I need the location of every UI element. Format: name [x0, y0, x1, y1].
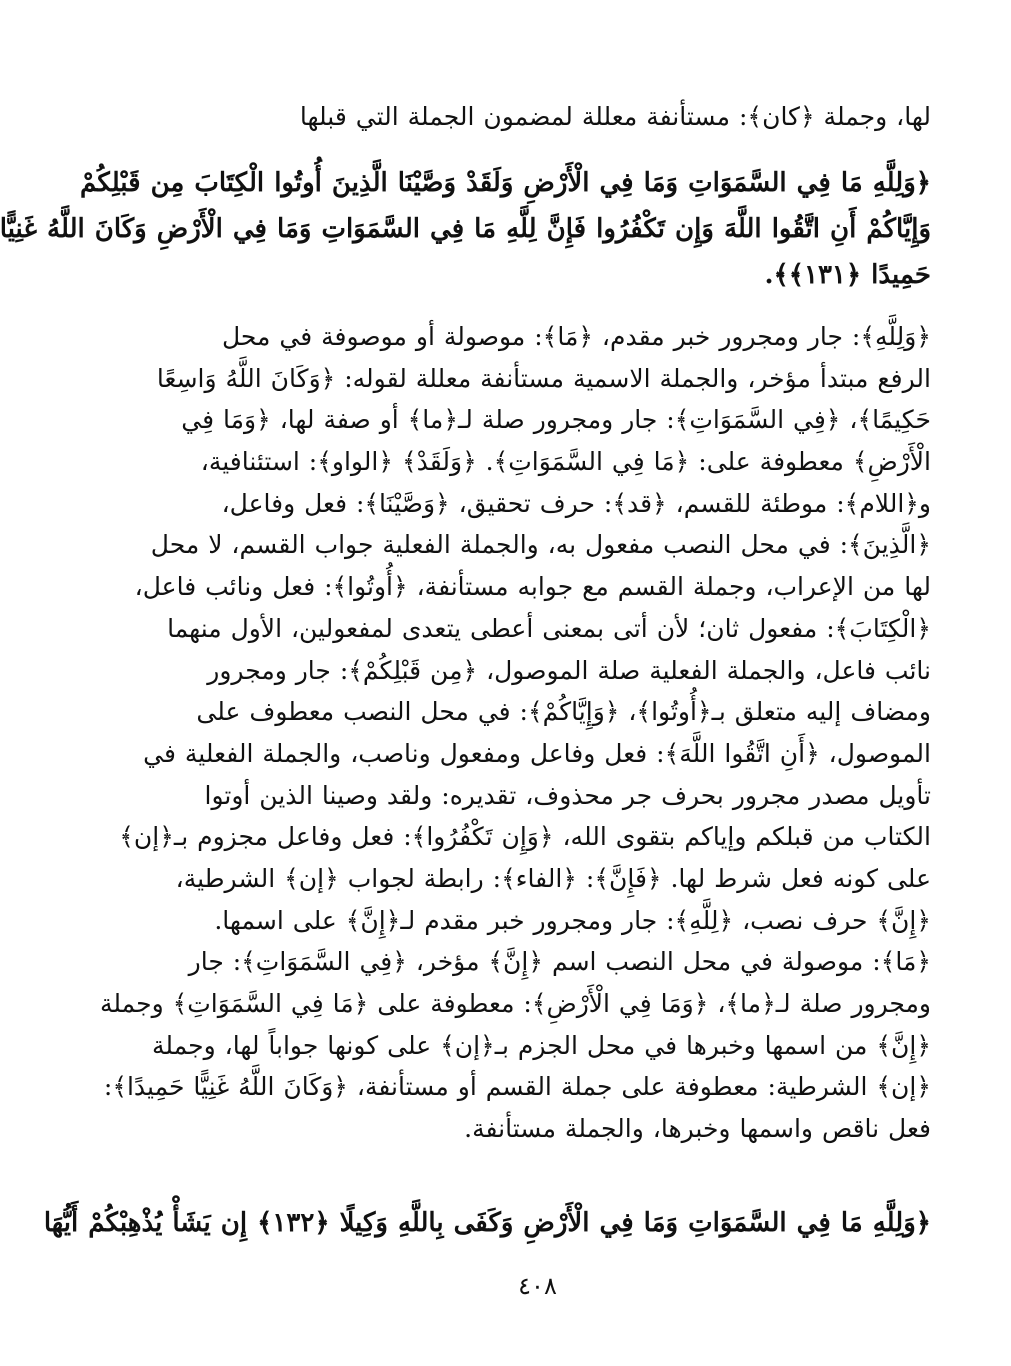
text-line: ومضاف إليه متعلق بـ﴿أُوتُوا﴾، ﴿وَإِيَّاكُمْ﴾: في محل النصب معطوف على [196, 697, 931, 727]
text-line: على كونه فعل شرط لها. ﴿فَإِنَّ﴾: ﴿الفاء﴾: رابطة لجواب ﴿إن﴾ الشرطية، [175, 863, 931, 893]
text-line: ﴿الْكِتَابَ﴾: مفعول ثان؛ لأن أتى بمعنى أعطى يتعدى لمفعولين، الأول منهما [167, 613, 931, 643]
text-line: لها، وجملة ﴿كان﴾: مستأنفة معللة لمضمون الجملة التي قبلها [299, 102, 931, 131]
text-line: تأويل مصدر مجرور بحرف جر محذوف، تقديره: ولقد وصينا الذين أوتوا [204, 780, 931, 810]
text-line: الكتاب من قبلكم وإياكم بتقوى الله، ﴿وَإِن تَكْفُرُوا﴾: فعل وفاعل مجزوم بـ﴿إن﴾ [119, 822, 931, 852]
verse-paragraph [43, 1203, 931, 1245]
verse-line: وَإِيَّاكُمْ أَنِ اتَّقُوا اللَّهَ وَإِن تَكْفُرُوا فَإِنَّ لِلَّهِ مَا فِي السَّمَوَاتِ وَمَا فِي الْأَرْضِ وَكَانَ اللَّهُ غَنِيًّا [0, 214, 931, 244]
text-line: ﴿مَا﴾: موصولة في محل النصب اسم ﴿إِنَّ﴾ مؤخر، ﴿فِي السَّمَوَاتِ﴾: جار [188, 947, 931, 977]
text-line: الرفع مبتدأ مؤخر، والجملة الاسمية مستأنفة معللة لقوله: ﴿وَكَانَ اللَّهُ وَاسِعًا [156, 363, 931, 393]
commentary-paragraph [100, 316, 931, 1150]
text-line: ومجرور صلة لـ﴿ما﴾، ﴿وَمَا فِي الْأَرْضِ﴾: معطوفة على ﴿مَا فِي السَّمَوَاتِ﴾ وجملة [100, 989, 931, 1018]
intro-paragraph [144, 96, 931, 138]
verse-paragraph [0, 160, 931, 298]
text-line: ﴿إِنَّ﴾ من اسمها وخبرها في محل الجزم بـ﴿إن﴾ على كونها جواباً لها، وجملة [152, 1030, 931, 1060]
verse-line: ﴿وَلِلَّهِ مَا فِي السَّمَوَاتِ وَمَا فِي الْأَرْضِ وَلَقَدْ وَصَّيْنَا الَّذِينَ أُوتُوا الْكِتَابَ مِن قَبْلِكُمْ [80, 168, 931, 198]
verse-line: ﴿وَلِلَّهِ مَا فِي السَّمَوَاتِ وَمَا فِي الْأَرْضِ وَكَفَى بِاللَّهِ وَكِيلًا ﴿١٣٢﴾ إِن يَشَأْ يُذْهِبْكُمْ أَيُّهَا [43, 1208, 931, 1238]
text-line: لها من الإعراب، وجملة القسم مع جوابه مستأنفة، ﴿أُوتُوا﴾: فعل ونائب فاعل، [134, 572, 931, 602]
text-line: ﴿الَّذِينَ﴾: في محل النصب مفعول به، والجملة الفعلية جواب القسم، لا محل [150, 530, 931, 560]
text-line: الموصول، ﴿أَنِ اتَّقُوا اللَّهَ﴾: فعل وفاعل ومفعول وناصب، والجملة الفعلية في [143, 738, 931, 768]
page-number: ٤٠٨ [518, 1272, 557, 1300]
text-line: و﴿اللام﴾: موطئة للقسم، ﴿قد﴾: حرف تحقيق، ﴿وَصَّيْنَا﴾: فعل وفاعل، [221, 488, 931, 518]
text-line: الْأَرْضِ﴾ معطوفة على: ﴿مَا فِي السَّمَوَاتِ﴾. ﴿وَلَقَدْ﴾ ﴿الواو﴾: استئنافية، [200, 447, 931, 477]
text-line: فعل ناقص واسمها وخبرها، والجملة مستأنفة. [464, 1114, 931, 1144]
text-line: حَكِيمًا﴾، ﴿فِي السَّمَوَاتِ﴾: جار ومجرور صلة لـ﴿ما﴾ أو صفة لها، ﴿وَمَا فِي [181, 405, 931, 435]
text-line: ﴿وَلِلَّهِ﴾: جار ومجرور خبر مقدم، ﴿مَا﴾: موصولة أو موصوفة في محل [221, 322, 931, 351]
text-line: ﴿إِنَّ﴾ حرف نصب، ﴿لِلَّهِ﴾: جار ومجرور خبر مقدم لـ﴿إِنَّ﴾ على اسمها. [214, 905, 931, 935]
verse-line: حَمِيدًا ﴿١٣١﴾﴾. [764, 260, 931, 290]
text-line: نائب فاعل، والجملة الفعلية صلة الموصول، ﴿مِن قَبْلِكُمْ﴾: جار ومجرور [207, 655, 931, 685]
text-line: ﴿إن﴾ الشرطية: معطوفة على جملة القسم أو مستأنفة، ﴿وَكَانَ اللَّهُ غَنِيًّا حَمِيدًا﴾: [103, 1072, 931, 1102]
